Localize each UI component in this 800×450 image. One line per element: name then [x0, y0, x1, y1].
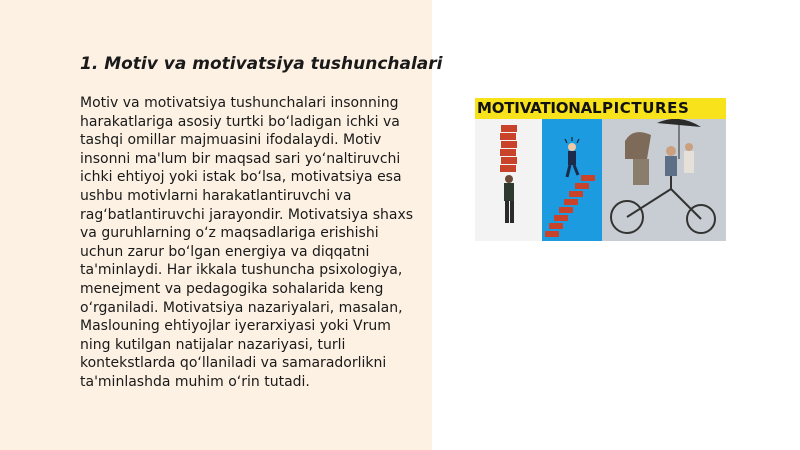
- image-illustration: [475, 119, 726, 241]
- panel-stair-climber: [542, 119, 602, 241]
- banner-word-pictures: PICTURES: [602, 99, 690, 117]
- slide-title: 1. Motiv va motivatsiya tushunchalari: [80, 54, 443, 74]
- body-paragraph: Motiv va motivatsiya tushunchalari insonning harakatlariga asosiy turtki bo‘ladigan ichki va tashqi omillar majmuasini ifodalaydi. Motiv insonni ma'lum bir maqsad sari yo‘naltiruvchi ichki ehtiyoj yoki istak bo‘lsa, motivatsiya esa ushbu motivlarni harakatlantiruvchi va rag‘batlantiruvchi jarayondir. Motivatsiya shaxs va guruhlarning o‘z maqsadlariga erishishi uchun zarur bo‘lgan energiya va diqqatni ta'minlaydi. Har ikkala tushuncha psixologiya, menejment va pedagogika sohalarida keng o‘rganiladi. Motivatsiya nazariyalari, masalan, Maslouning ehtiyojlar iyerarxiyasi yoki Vrum ning kutilgan natijalar nazariyasi, turli kontekstlarda qo‘llaniladi va samaradorlikni ta'minlashda muhim o‘rin tutadi.: [80, 95, 414, 390]
- image-banner: [475, 98, 726, 119]
- banner-word-motivational: MOTIVATIONAL: [477, 99, 602, 117]
- motivational-pictures-image: [475, 98, 726, 241]
- panel-brick-carrier: [475, 119, 542, 241]
- panel-rickshaw: [602, 119, 726, 241]
